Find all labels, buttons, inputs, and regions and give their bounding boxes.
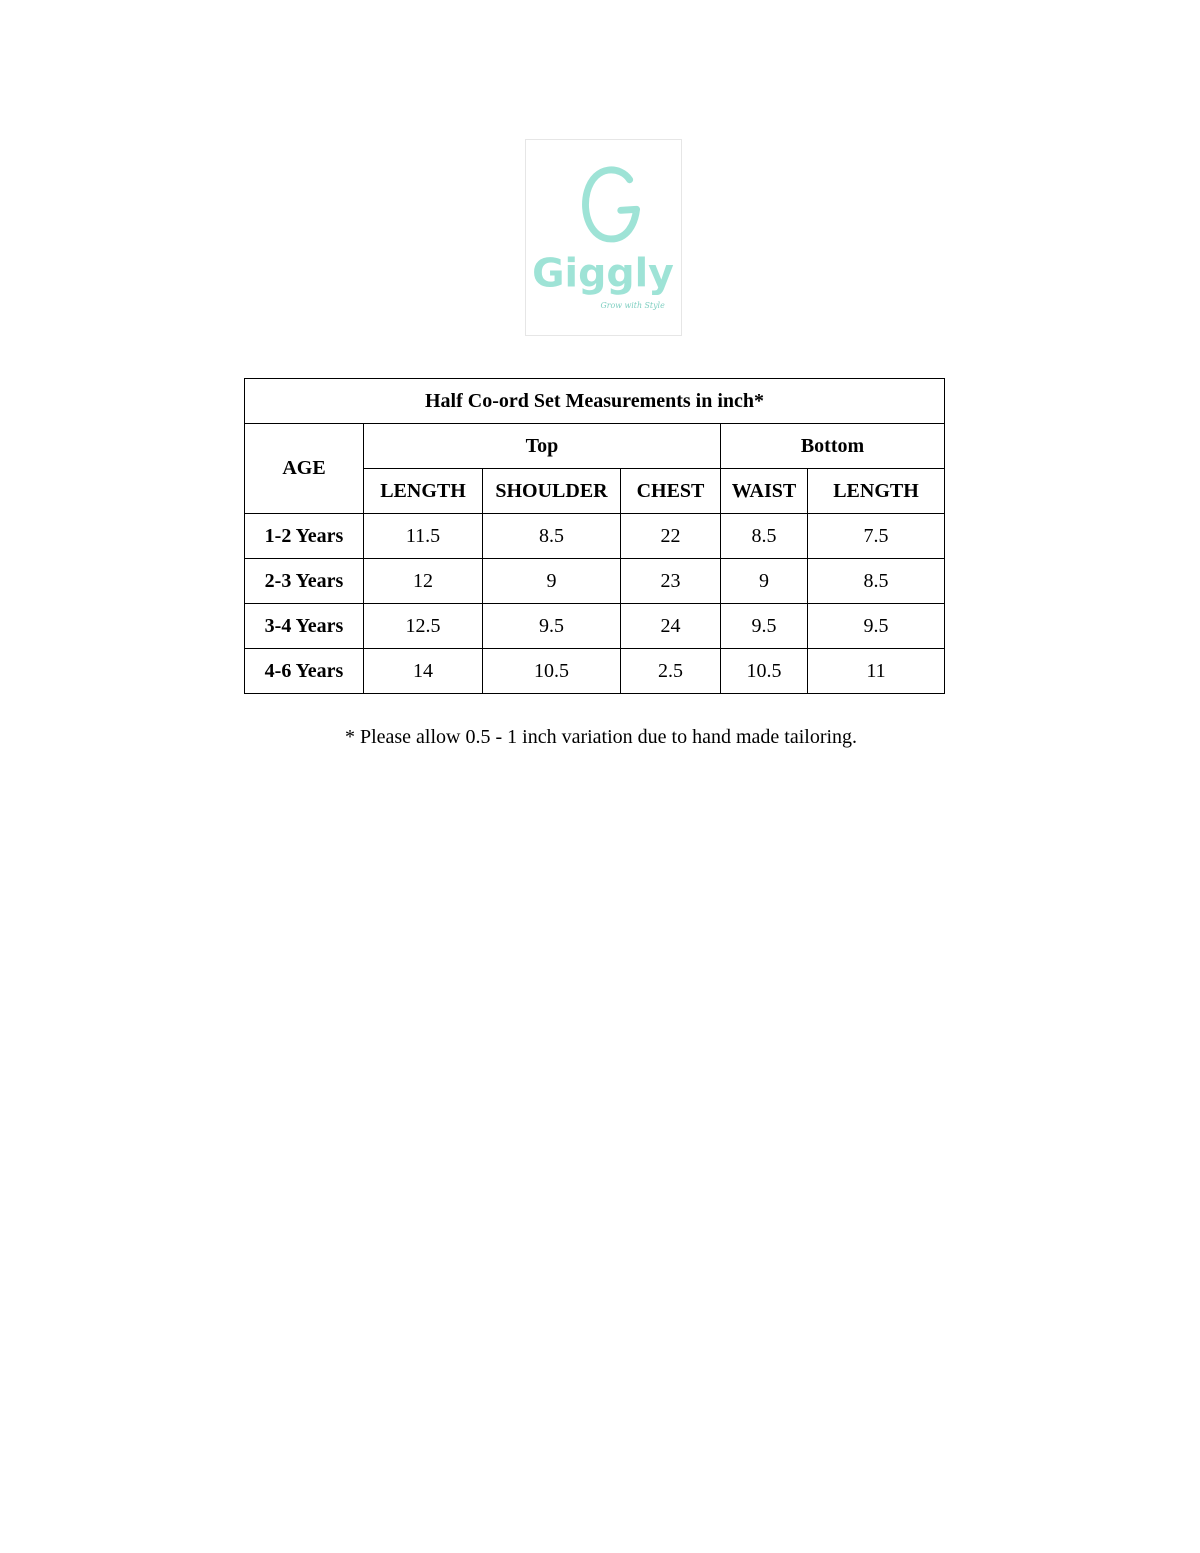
column-header: LENGTH (364, 469, 483, 514)
giggly-logo-icon (526, 140, 681, 335)
group-header-row (245, 424, 945, 469)
brand-logo (525, 139, 682, 336)
group-header-bottom: Bottom (721, 424, 945, 469)
table-row (245, 559, 945, 604)
value-cell: 10.5 (483, 649, 621, 694)
brand-tagline: Grow with Style (600, 301, 665, 311)
column-header: CHEST (621, 469, 721, 514)
value-cell: 8.5 (721, 514, 808, 559)
table-title: Half Co-ord Set Measurements in inch* (245, 379, 945, 424)
value-cell: 22 (621, 514, 721, 559)
value-cell: 9 (483, 559, 621, 604)
value-cell: 7.5 (808, 514, 945, 559)
age-cell: 1-2 Years (245, 514, 364, 559)
age-header: AGE (245, 424, 364, 514)
value-cell: 2.5 (621, 649, 721, 694)
value-cell: 23 (621, 559, 721, 604)
tailoring-note: * Please allow 0.5 - 1 inch variation due to hand made tailoring. (344, 726, 858, 748)
group-header-top: Top (364, 424, 721, 469)
value-cell: 9.5 (721, 604, 808, 649)
age-cell: 2-3 Years (245, 559, 364, 604)
table-title-row (245, 379, 945, 424)
value-cell: 12.5 (364, 604, 483, 649)
value-cell: 24 (621, 604, 721, 649)
value-cell: 9 (721, 559, 808, 604)
value-cell: 14 (364, 649, 483, 694)
table-row (245, 604, 945, 649)
value-cell: 10.5 (721, 649, 808, 694)
value-cell: 9.5 (483, 604, 621, 649)
column-header: LENGTH (808, 469, 945, 514)
column-header: SHOULDER (483, 469, 621, 514)
value-cell: 8.5 (808, 559, 945, 604)
value-cell: 8.5 (483, 514, 621, 559)
value-cell: 9.5 (808, 604, 945, 649)
column-header: WAIST (721, 469, 808, 514)
table-row (245, 649, 945, 694)
value-cell: 11.5 (364, 514, 483, 559)
table-row (245, 514, 945, 559)
value-cell: 12 (364, 559, 483, 604)
brand-name: Giggly (532, 250, 674, 297)
measurements-table (244, 378, 945, 694)
value-cell: 11 (808, 649, 945, 694)
age-cell: 4-6 Years (245, 649, 364, 694)
age-cell: 3-4 Years (245, 604, 364, 649)
